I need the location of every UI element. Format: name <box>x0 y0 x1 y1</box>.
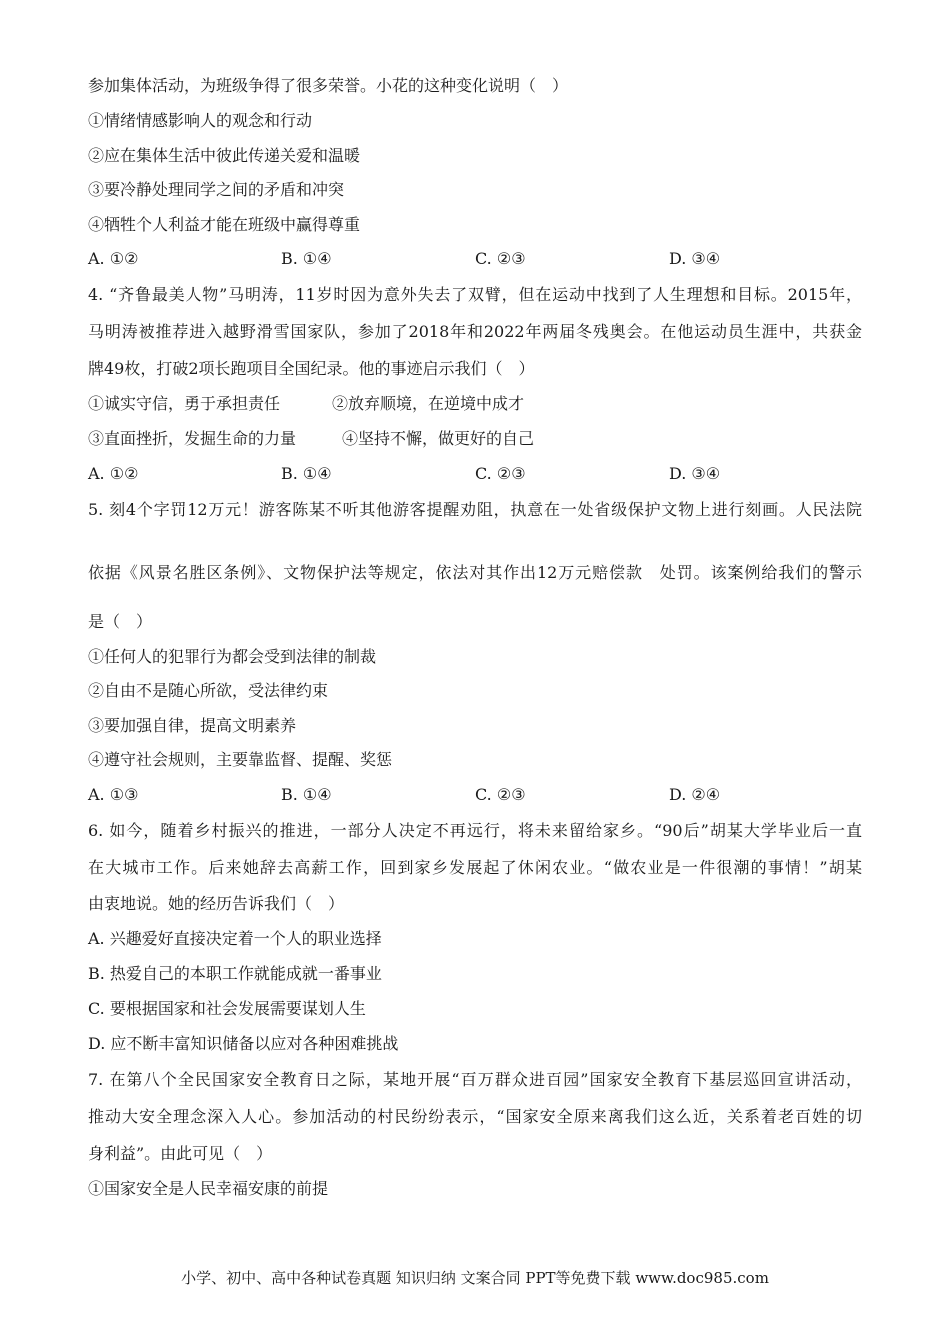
option-a: A. ①② <box>88 464 139 483</box>
question-7-text: 7. 在第八个全民国家安全教育日之际，某地开展“百万群众进百园”国家安全教育下基层巡回宣讲活动， <box>88 1070 862 1089</box>
question-5-text: 是（ ） <box>88 612 153 631</box>
question-5-options <box>88 785 868 805</box>
statement-2: ②放弃顺境，在逆境中成才 <box>332 394 525 413</box>
question-7-text: 身利益”。由此可见（ ） <box>88 1144 273 1163</box>
option-d: D. ③④ <box>669 249 721 268</box>
statement-3: ③要加强自律，提高文明素养 <box>88 716 297 735</box>
question-7-text: 推动大安全理念深入人心。参加活动的村民纷纷表示，“国家安全原来离我们这么近，关系着老百姓的切 <box>88 1107 862 1126</box>
statement-1: ①诚实守信，勇于承担责任 <box>88 394 281 413</box>
text-line: 参加集体活动，为班级争得了很多荣誉。小花的这种变化说明（ ） <box>88 76 569 95</box>
question-6-text: 由衷地说。她的经历告诉我们（ ） <box>88 894 345 913</box>
option-c: C. ②③ <box>475 785 526 804</box>
statement-4: ④坚持不懈，做更好的自己 <box>342 429 535 448</box>
statement-2: ②应在集体生活中彼此传递关爱和温暖 <box>88 146 361 165</box>
question-4-options <box>88 464 868 484</box>
statement-4: ④遵守社会规则，主要靠监督、提醒、奖惩 <box>88 750 393 769</box>
statement-pair <box>88 394 788 414</box>
statement-3: ③直面挫折，发掘生命的力量 <box>88 429 297 448</box>
question-6-text: 在大城市工作。后来她辞去高薪工作，回到家乡发展起了休闲农业。“做农业是一件很潮的事情！”胡某 <box>88 858 862 877</box>
statement-3: ③要冷静处理同学之间的矛盾和冲突 <box>88 180 345 199</box>
option-d: D. 应不断丰富知识储备以应对各种困难挑战 <box>88 1034 399 1053</box>
question-3-options <box>88 249 868 269</box>
question-4-text: 马明涛被推荐进入越野滑雪国家队，参加了2018年和2022年两届冬残奥会。在他运动员生涯中，共获金 <box>88 322 862 341</box>
option-c: C. ②③ <box>475 249 526 268</box>
question-4-text: 4. “齐鲁最美人物”马明涛，11岁时因为意外失去了双臂，但在运动中找到了人生理想和目标。2015年， <box>88 285 862 304</box>
statement-1: ①情绪情感影响人的观念和行动 <box>88 111 313 130</box>
statement-4: ④牺牲个人利益才能在班级中赢得尊重 <box>88 215 361 234</box>
option-d: D. ②④ <box>669 785 721 804</box>
option-a: A. ①② <box>88 249 139 268</box>
option-a: A. 兴趣爱好直接决定着一个人的职业选择 <box>88 929 382 948</box>
option-c: C. ②③ <box>475 464 526 483</box>
statement-pair <box>88 429 788 449</box>
option-c: C. 要根据国家和社会发展需要谋划人生 <box>88 999 366 1018</box>
page-footer: 小学、初中、高中各种试卷真题 知识归纳 文案合同 PPT等免费下载 www.doc985.com <box>181 1269 769 1287</box>
option-b: B. ①④ <box>281 249 332 268</box>
option-b: B. 热爱自己的本职工作就能成就一番事业 <box>88 964 382 983</box>
option-b: B. ①④ <box>281 464 332 483</box>
option-d: D. ③④ <box>669 464 721 483</box>
question-4-text: 牌49枚，打破2项长跑项目全国纪录。他的事迹启示我们（ ） <box>88 359 535 378</box>
statement-1: ①任何人的犯罪行为都会受到法律的制裁 <box>88 647 377 666</box>
option-b: B. ①④ <box>281 785 332 804</box>
question-6-text: 6. 如今，随着乡村振兴的推进，一部分人决定不再远行，将未来留给家乡。“90后”胡某大学毕业后一直 <box>88 821 862 840</box>
statement-2: ②自由不是随心所欲，受法律约束 <box>88 681 329 700</box>
question-5-text: 5. 刻4个字罚12万元！游客陈某不听其他游客提醒劝阻，执意在一处省级保护文物上进行刻画。人民法院 <box>88 500 862 519</box>
option-a: A. ①③ <box>88 785 139 804</box>
question-5-text: 依据《风景名胜区条例》、文物保护法等规定，依法对其作出12万元赔偿款 处罚。该案例给我们的警示 <box>88 563 862 582</box>
statement-1: ①国家安全是人民幸福安康的前提 <box>88 1179 329 1198</box>
